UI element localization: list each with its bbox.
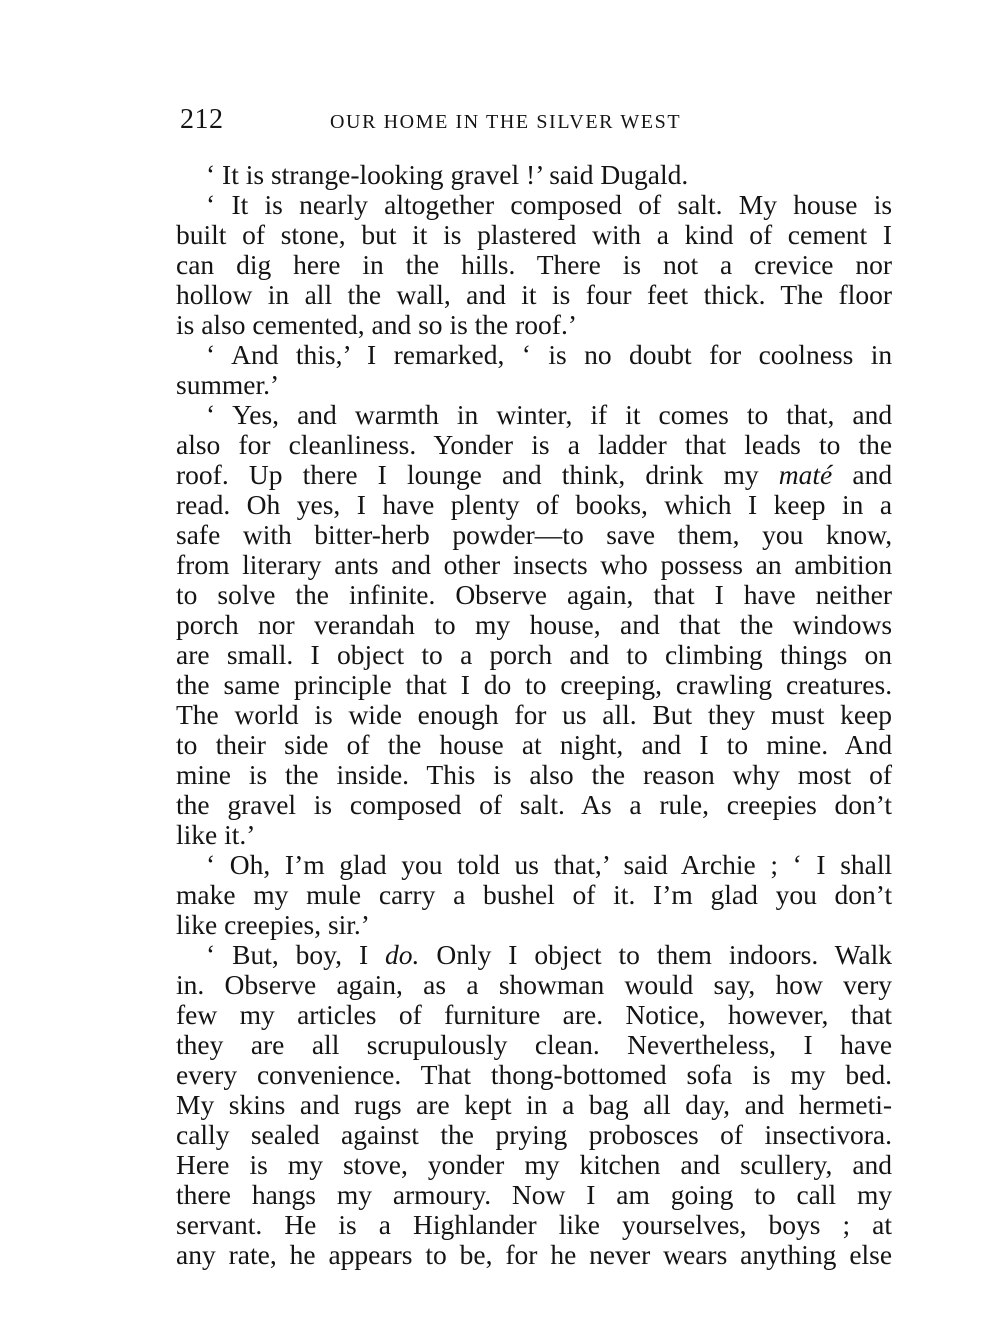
page-number: 212 [180,104,224,135]
text-line: any rate, he appears to be, for he never wears anything else [176,1239,893,1270]
text-line: hollow in all the wall, and it is four feet thick. The floor [176,279,893,310]
text-line: My skins and rugs are kept in a bag all day, and hermeti- [176,1089,893,1120]
text-line: also for cleanliness. Yonder is a ladder that leads to the [176,429,893,460]
text-line: The world is wide enough for us all. But they must keep [176,699,893,730]
text-line: they are all scrupulously clean. Nevertheless, I have [176,1029,893,1060]
text-line: there hangs my armoury. Now I am going to call my [176,1179,893,1210]
text-line: can dig here in the hills. There is not a crevice nor [176,249,893,280]
text-line: is also cemented, and so is the roof.’ [176,309,577,340]
text-line: to solve the infinite. Observe again, that I have neither [176,579,893,610]
text-line: like creepies, sir.’ [176,909,370,940]
text-line: the gravel is composed of salt. As a rule, creepies don’t [176,789,893,820]
text-line: cally sealed against the prying probosces of insectivora. [176,1119,892,1150]
text-line: Here is my stove, yonder my kitchen and scullery, and [176,1149,893,1180]
text-line: mine is the inside. This is also the reason why most of [176,759,893,790]
text-line: like it.’ [176,819,256,850]
text-line: from literary ants and other insects who possess an ambition [176,549,893,580]
text-line: ‘ But, boy, I do. Only I object to them indoors. Walk [206,939,892,970]
text-line: ‘ It is strange-looking gravel !’ said Dugald. [206,159,689,190]
text-line: porch nor verandah to my house, and that the windows [176,609,893,640]
text-line: safe with bitter-herb powder—to save them, you know, [176,519,893,550]
text-line: read. Oh yes, I have plenty of books, which I keep in a [176,489,893,520]
text-line: summer.’ [176,369,280,400]
text-line: to their side of the house at night, and I to mine. And [176,729,893,760]
text-line: in. Observe again, as a showman would say, how very [176,969,893,1000]
text-line: make my mule carry a bushel of it. I’m glad you don’t [176,879,893,910]
body-text [176,160,892,1270]
running-head: OUR HOME IN THE SILVER WEST [330,111,682,133]
text-line: are small. I object to a porch and to climbing things on [176,639,893,670]
text-line: few my articles of furniture are. Notice, however, that [176,999,893,1030]
text-line: built of stone, but it is plastered with a kind of cement I [176,219,893,250]
text-line: ‘ Yes, and warmth in winter, if it comes to that, and [206,399,893,430]
text-line: ‘ And this,’ I remarked, ‘ is no doubt for coolness in [206,339,893,370]
text-line: roof. Up there I lounge and think, drink my maté and [176,459,893,490]
text-line: servant. He is a Highlander like yourselves, boys ; at [176,1209,892,1240]
text-line: ‘ Oh, I’m glad you told us that,’ said Archie ; ‘ I shall [206,849,893,880]
text-line: every convenience. That thong-bottomed sofa is my bed. [176,1059,893,1090]
text-line: ‘ It is nearly altogether composed of salt. My house is [206,189,893,220]
text-line: the same principle that I do to creeping, crawling creatures. [176,669,893,700]
page-header [176,100,896,140]
